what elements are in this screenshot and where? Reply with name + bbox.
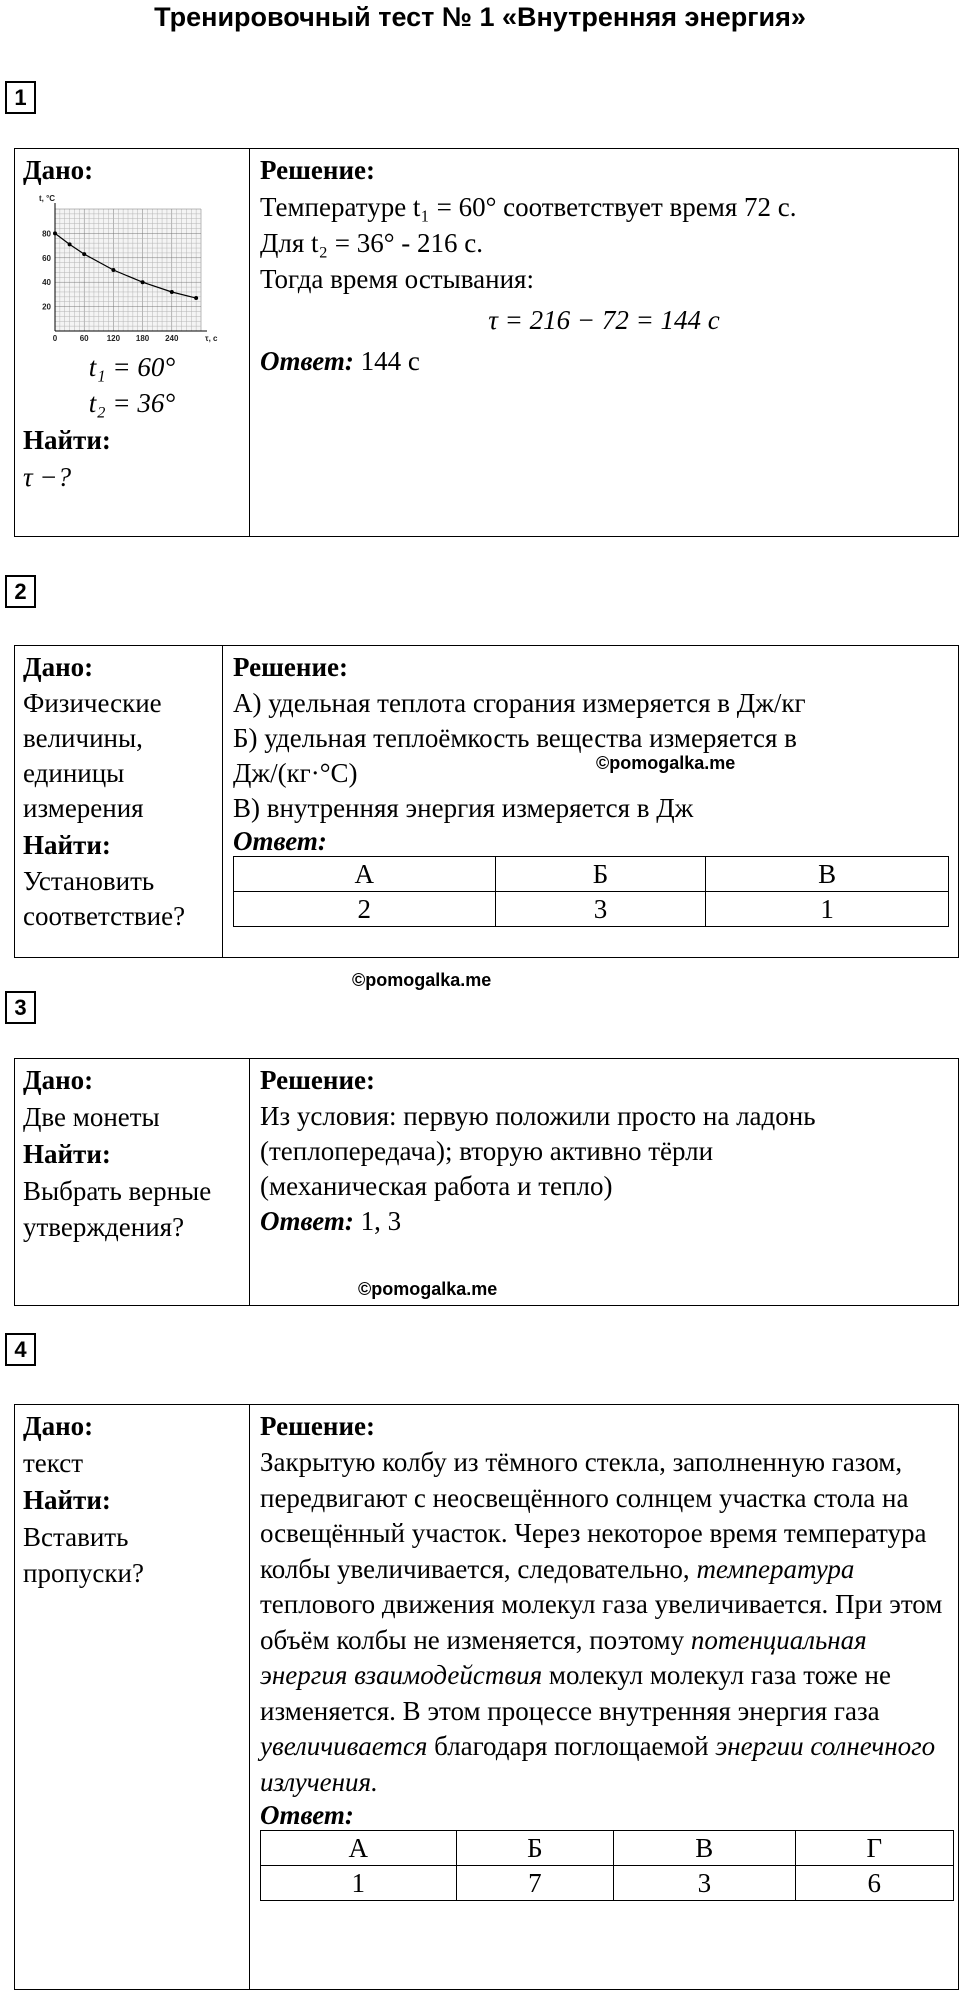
given-text: текст	[23, 1448, 84, 1478]
y-axis-label: t, °C	[39, 194, 56, 203]
answer-label: Ответ:	[260, 1800, 354, 1830]
answer-label: Ответ:	[233, 826, 327, 856]
answer-cell: В	[706, 857, 949, 892]
x-tick-label: 0	[52, 334, 58, 343]
answer-line	[260, 343, 948, 379]
answer-label: Ответ:	[260, 1206, 354, 1236]
answer-cell: 1	[261, 1866, 457, 1901]
solution-header: Решение:	[260, 155, 375, 185]
y-tick-label: 80	[42, 229, 51, 239]
solution-header: Решение:	[260, 1411, 375, 1441]
solution-line: Дж/(кг·°С)	[233, 758, 358, 788]
solution-text: благодаря поглощаемой	[427, 1731, 716, 1761]
data-point	[68, 242, 72, 246]
x-tick-label: 240	[165, 334, 179, 343]
task-3-box	[14, 1058, 959, 1306]
x-tick-label: 120	[106, 334, 121, 343]
data-point	[53, 231, 57, 235]
data-point	[82, 252, 86, 256]
task-1-solution	[250, 149, 958, 536]
answer-cell: Г	[795, 1831, 953, 1866]
answer-cell: Б	[456, 1831, 614, 1866]
answer-label: Ответ:	[260, 346, 354, 376]
task-3-given	[15, 1059, 250, 1305]
task-3-solution	[250, 1059, 958, 1305]
solution-line: В) внутренняя энергия измеряется в Дж	[233, 793, 694, 823]
given-text: Две монеты	[23, 1102, 160, 1132]
find-text: Установить соответствие?	[23, 866, 186, 931]
solution-line: Тогда время остывания:	[260, 264, 534, 294]
x-tick-label: 180	[135, 334, 150, 343]
data-point	[194, 296, 198, 300]
answer-cell: 3	[495, 892, 706, 927]
task-2-given	[15, 646, 223, 957]
solution-line: (механическая работа и тепло)	[260, 1171, 613, 1201]
answer-cell: 3	[614, 1866, 795, 1901]
answer-value: 1, 3	[353, 1206, 402, 1236]
data-point	[141, 280, 145, 284]
answer-cell: А	[261, 1831, 457, 1866]
task-2-box	[14, 645, 959, 958]
task-4-solution	[250, 1405, 958, 1989]
watermark: ©pomogalka.me	[596, 753, 736, 773]
find-header: Найти:	[23, 1139, 111, 1169]
task-1-given	[15, 149, 250, 536]
answer-cell: Б	[495, 857, 706, 892]
x-axis-label: τ, c	[205, 334, 218, 343]
y-tick-label: 60	[42, 253, 51, 263]
answer-line	[260, 1204, 948, 1239]
cooling-chart	[23, 189, 243, 349]
task-1-box	[14, 148, 959, 537]
solution-emphasis: потенциальная энергия взаимодействия	[260, 1624, 867, 1690]
solution-text: молекул молекул газа тоже не изменяется. В этом процессе внутренняя энергия газа	[260, 1660, 891, 1726]
page-title: Тренировочный тест № 1 «Внутренняя энергия»	[154, 2, 806, 32]
solution-paragraph	[260, 1445, 944, 1800]
answer-table	[260, 1830, 954, 1901]
find-header: Найти:	[23, 1485, 111, 1515]
solution-header: Решение:	[260, 1065, 375, 1095]
solution-line: Б) удельная теплоёмкость вещества измеряется в	[233, 723, 797, 753]
solution-emphasis: энергии солнечного излучения.	[260, 1731, 936, 1797]
task-number-3: 3	[5, 991, 36, 1024]
task-number-4: 4	[5, 1333, 36, 1366]
answer-table-header-row	[261, 1831, 954, 1866]
given-header: Дано:	[23, 1411, 94, 1441]
answer-table-value-row	[234, 892, 949, 927]
solution-text: Закрытую колбу из тёмного стекла, заполненную газом, передвигают с неосвещённого солнцем участка стола на освещённый участок. Через некоторое время температура колбы увеличивается, следовательно,	[260, 1447, 927, 1584]
answer-cell: 7	[456, 1866, 614, 1901]
answer-value: 144 с	[353, 346, 420, 376]
task-2-solution	[223, 646, 958, 957]
answer-cell: В	[614, 1831, 795, 1866]
x-tick-label: 60	[79, 334, 89, 343]
solution-emphasis: температура	[696, 1553, 855, 1584]
given-t1: t₁ = 60°	[88, 352, 176, 382]
solution-line: (теплопередача); вторую активно тёрли	[260, 1136, 714, 1166]
watermark: ©pomogalka.me	[352, 970, 492, 990]
given-header: Дано:	[23, 652, 94, 682]
find-text: Выбрать верные утверждения?	[23, 1176, 212, 1242]
task-number-2: 2	[5, 575, 36, 608]
task-number-1: 1	[5, 81, 36, 114]
data-point	[111, 268, 115, 272]
formula: τ = 216 − 72 = 144 с	[488, 305, 720, 335]
answer-cell: 2	[234, 892, 496, 927]
solution-line: Температуре t₁ = 60° соответствует время 72 с.	[260, 192, 797, 222]
task-4-box	[14, 1404, 959, 1990]
solution-emphasis: увеличивается	[260, 1731, 428, 1761]
solution-line: Для t₂ = 36° - 216 с.	[260, 228, 483, 258]
answer-table	[233, 856, 949, 927]
solution-line: Из условия: первую положили просто на ладонь	[260, 1101, 816, 1131]
given-text: Физические величины, единицы измерения	[23, 688, 162, 823]
data-point	[170, 290, 174, 294]
given-t2: t₂ = 36°	[88, 388, 176, 418]
answer-cell: А	[234, 857, 496, 892]
find-header: Найти:	[23, 830, 111, 860]
answer-table-header-row	[234, 857, 949, 892]
given-header: Дано:	[23, 155, 94, 185]
find-header: Найти:	[23, 425, 111, 455]
given-header: Дано:	[23, 1065, 94, 1095]
solution-header: Решение:	[233, 652, 348, 682]
answer-cell: 1	[706, 892, 949, 927]
y-tick-label: 20	[42, 302, 51, 312]
y-tick-label: 40	[42, 278, 51, 288]
answer-table-value-row	[261, 1866, 954, 1901]
answer-cell: 6	[795, 1866, 953, 1901]
find-text: Вставить пропуски?	[23, 1522, 144, 1588]
watermark: ©pomogalka.me	[358, 1279, 498, 1299]
task-4-given	[15, 1405, 250, 1989]
solution-line: А) удельная теплота сгорания измеряется в Дж/кг	[233, 688, 806, 718]
solution-text: теплового движения молекул газа увеличивается. При этом объём колбы не изменяется, поэтому	[260, 1589, 943, 1655]
find-text: τ −?	[23, 462, 72, 492]
